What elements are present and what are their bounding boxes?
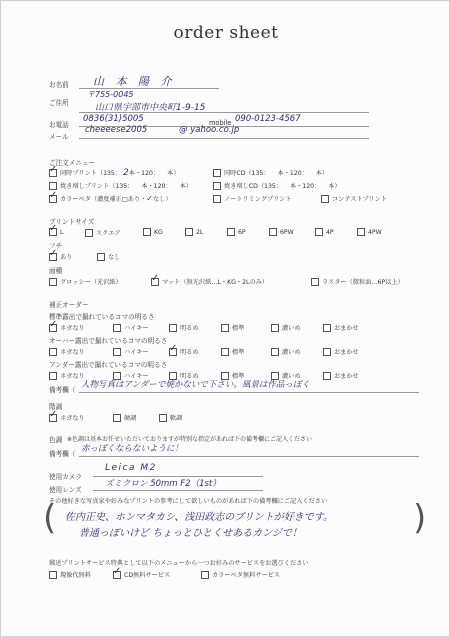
page-title: order sheet	[173, 23, 279, 43]
gradation-negative-checkbox[interactable]: ✓	[49, 409, 58, 420]
mail-domain-field[interactable]: @ yahoo.co.jp	[179, 125, 240, 135]
contest-option[interactable]: コンテストプリント	[321, 194, 387, 203]
size-square-checkbox[interactable]	[85, 229, 93, 237]
standard-negative-checkbox[interactable]: ✓	[49, 319, 58, 330]
camera-label: 使用カメラ	[49, 473, 82, 481]
no-trimming-option[interactable]: ノートリミングプリント	[213, 194, 292, 203]
under-level-bright[interactable]: 明るめ	[169, 371, 199, 380]
simultaneous-cd-option[interactable]: 同時CD（135： 本・120： 本）	[213, 168, 328, 177]
service-option-free-cd[interactable]: ✓ CD無料サービス	[113, 566, 171, 579]
color-remarks-field[interactable]: 赤っぽくならないように！	[81, 444, 184, 454]
lens-label: 使用レンズ	[49, 486, 82, 494]
glossy-checkbox[interactable]	[49, 278, 57, 286]
mail-label: メール	[49, 133, 69, 141]
surface-title: 面種	[49, 267, 63, 275]
left-bracket: (	[43, 498, 57, 538]
mail-service-title: 郵送プリントサービス特典として以下のメニューから一つお好みのサービスをお選びください	[49, 560, 309, 567]
over-level-highkey[interactable]: ハイキー	[113, 347, 149, 356]
phone-field[interactable]: 0836(31)5005	[83, 114, 144, 124]
mail-user-field[interactable]: cheeeese2005	[85, 125, 148, 135]
address-label: ご住所	[49, 99, 69, 107]
under-auto-checkbox[interactable]	[323, 372, 331, 380]
standard-highkey-checkbox[interactable]	[113, 324, 121, 332]
over-standard-checkbox[interactable]	[221, 348, 229, 356]
surface-option-glossy[interactable]: グロッシー（光沢紙）	[49, 277, 122, 286]
standard-level-dark[interactable]: 濃いめ	[271, 323, 301, 332]
over-bright-checkbox[interactable]: ✓	[169, 343, 178, 354]
border-option-no[interactable]: なし	[97, 252, 120, 261]
over-level-negative[interactable]: ネガなり	[49, 347, 85, 356]
standard-bright-checkbox[interactable]	[169, 324, 177, 332]
over-negative-checkbox[interactable]	[49, 348, 57, 356]
simultaneous-cd-checkbox[interactable]	[213, 169, 221, 177]
over-highkey-checkbox[interactable]	[113, 348, 121, 356]
size-option-2l[interactable]: 2L	[185, 228, 203, 236]
simultaneous-print-checkbox[interactable]: ✓	[49, 164, 58, 175]
reprint-cd-option[interactable]: 焼き増しCD（135： 本・120： 本）	[213, 181, 341, 190]
standard-level-bright[interactable]: 明るめ	[169, 323, 199, 332]
gradation-title: 階調	[49, 403, 63, 411]
request-line-2[interactable]: 普通っぽいけど ちょっとひとくせあるカンジで！	[79, 528, 302, 539]
print-size-title: プリントサイズ	[49, 218, 95, 226]
request-note: その他好きな写真家や好みなプリントの参考にして欲しいものがあれば下の備考欄にご記入ください	[49, 498, 328, 505]
reprint-cd-checkbox[interactable]	[213, 182, 221, 190]
color-note: ※色調は基本お任せいただいておりますが特別な指定があれば下の備考欄にご記入ください	[67, 436, 313, 443]
color-remarks-label: 備考欄（	[49, 450, 76, 458]
under-level-highkey[interactable]: ハイキー	[113, 371, 149, 380]
free-dev-checkbox[interactable]	[49, 571, 57, 579]
standard-level-highkey[interactable]: ハイキー	[113, 323, 149, 332]
lens-field[interactable]: ズミクロン 50mm F2（1st）	[105, 479, 221, 489]
color-label: 色調	[49, 436, 63, 444]
standard-exposure-label: 標準露出で撮れているコマの明るさ	[49, 313, 155, 321]
size-6p-checkbox[interactable]	[227, 228, 235, 236]
service-option-free-beta[interactable]: カラーベタ無料サービス	[201, 570, 280, 579]
name-field[interactable]: 山 本 陽 介	[93, 75, 176, 88]
no-trimming-checkbox[interactable]	[213, 195, 221, 203]
under-level-auto[interactable]: おまかせ	[323, 371, 359, 380]
request-line-1[interactable]: 佐内正史、ホンマタカシ、浅田政志のプリントが好きです。	[65, 512, 333, 523]
size-option-6pw[interactable]: 6PW	[269, 228, 294, 236]
reprint-checkbox[interactable]	[49, 182, 57, 190]
matte-checkbox[interactable]: ✓	[151, 273, 160, 284]
free-beta-checkbox[interactable]	[201, 571, 209, 579]
correction-remarks-label: 備考欄（	[49, 386, 76, 394]
over-auto-checkbox[interactable]	[323, 348, 331, 356]
size-option-6p[interactable]: 6P	[227, 228, 246, 236]
surface-option-matte[interactable]: ✓ マット（無光沢紙…L・KG・2Lのみ）	[151, 273, 269, 286]
correction-remarks-field[interactable]: 人物写真はアンダーで焼かないで下さい。風景は作品っぽく	[81, 380, 310, 390]
color-beta-option[interactable]: ✓ カラーベタ（濃度補正□あり・✓なし）	[49, 190, 172, 203]
size-4p-checkbox[interactable]	[315, 228, 323, 236]
size-option-square[interactable]: スクエア	[85, 228, 121, 237]
reprint-option[interactable]: 焼き増しプリント（135： 本・120： 本）	[49, 181, 192, 190]
free-cd-checkbox[interactable]: ✓	[113, 566, 122, 577]
standard-level-negative[interactable]: ✓ ネガなり	[49, 319, 85, 332]
size-2l-checkbox[interactable]	[185, 228, 193, 236]
under-level-standard[interactable]: 標準	[221, 371, 244, 380]
over-level-dark[interactable]: 濃いめ	[271, 347, 301, 356]
postal-field[interactable]: 〒755-0045	[87, 90, 134, 99]
mobile-label: mobile	[209, 119, 232, 127]
under-level-negative[interactable]: ネガなり	[49, 371, 85, 380]
standard-level-standard[interactable]: 標準	[221, 323, 244, 332]
over-dark-checkbox[interactable]	[271, 348, 279, 356]
size-option-kg[interactable]: KG	[143, 228, 163, 236]
mobile-field[interactable]: 090-0123-4567	[235, 114, 301, 124]
standard-dark-checkbox[interactable]	[271, 324, 279, 332]
camera-field[interactable]: Leica M2	[105, 463, 157, 473]
border-option-yes[interactable]: ✓ あり	[49, 248, 73, 261]
under-negative-checkbox[interactable]	[49, 372, 57, 380]
standard-level-auto[interactable]: おまかせ	[323, 323, 359, 332]
raster-checkbox[interactable]	[311, 278, 319, 286]
contest-checkbox[interactable]	[321, 195, 329, 203]
correction-title: 補正オーダー	[49, 301, 89, 309]
standard-auto-checkbox[interactable]	[323, 324, 331, 332]
border-no-checkbox[interactable]	[97, 253, 105, 261]
right-bracket: )	[413, 498, 427, 538]
service-option-free-dev[interactable]: 現像代無料	[49, 570, 91, 579]
size-6pw-checkbox[interactable]	[269, 228, 277, 236]
size-option-4p[interactable]: 4P	[315, 228, 334, 236]
gradation-option-negative[interactable]: ✓ ネガなり	[49, 409, 85, 422]
address-field[interactable]: 山口県宇部市中央町1-9-15	[95, 103, 206, 113]
over-level-standard[interactable]: 標準	[221, 347, 244, 356]
over-level-bright[interactable]: ✓ 明るめ	[169, 343, 199, 356]
standard-standard-checkbox[interactable]	[221, 324, 229, 332]
size-kg-checkbox[interactable]	[143, 228, 151, 236]
size-option-4pw[interactable]: 4PW	[357, 228, 382, 236]
size-option-l[interactable]: ✓ L	[49, 223, 64, 236]
phone-label: お電話	[49, 121, 69, 129]
size-l-checkbox[interactable]: ✓	[49, 223, 58, 234]
gradation-soft-checkbox[interactable]	[159, 414, 167, 422]
over-exposure-label: オーバー露出で撮れているコマの明るさ	[49, 337, 168, 345]
under-level-dark[interactable]: 濃いめ	[271, 371, 301, 380]
name-label: お名前	[49, 81, 69, 89]
gradation-hard-checkbox[interactable]	[113, 414, 121, 422]
color-beta-checkbox[interactable]: ✓	[49, 190, 58, 201]
under-exposure-label: アンダー露出で撮れているコマの明るさ	[49, 361, 168, 369]
surface-option-raster[interactable]: ラスター（微粒面…6P以上）	[311, 277, 404, 286]
border-yes-checkbox[interactable]: ✓	[49, 248, 58, 259]
simultaneous-print-option[interactable]: ✓ 同時プリント（135： 2本・120： 本）	[49, 164, 180, 178]
gradation-option-hard[interactable]: 硬調	[113, 413, 136, 422]
gradation-option-soft[interactable]: 軟調	[159, 413, 182, 422]
size-4pw-checkbox[interactable]	[357, 228, 365, 236]
border-title: フチ	[49, 242, 63, 250]
over-level-auto[interactable]: おまかせ	[323, 347, 359, 356]
order-menu-title: ご注文メニュー	[49, 159, 96, 167]
